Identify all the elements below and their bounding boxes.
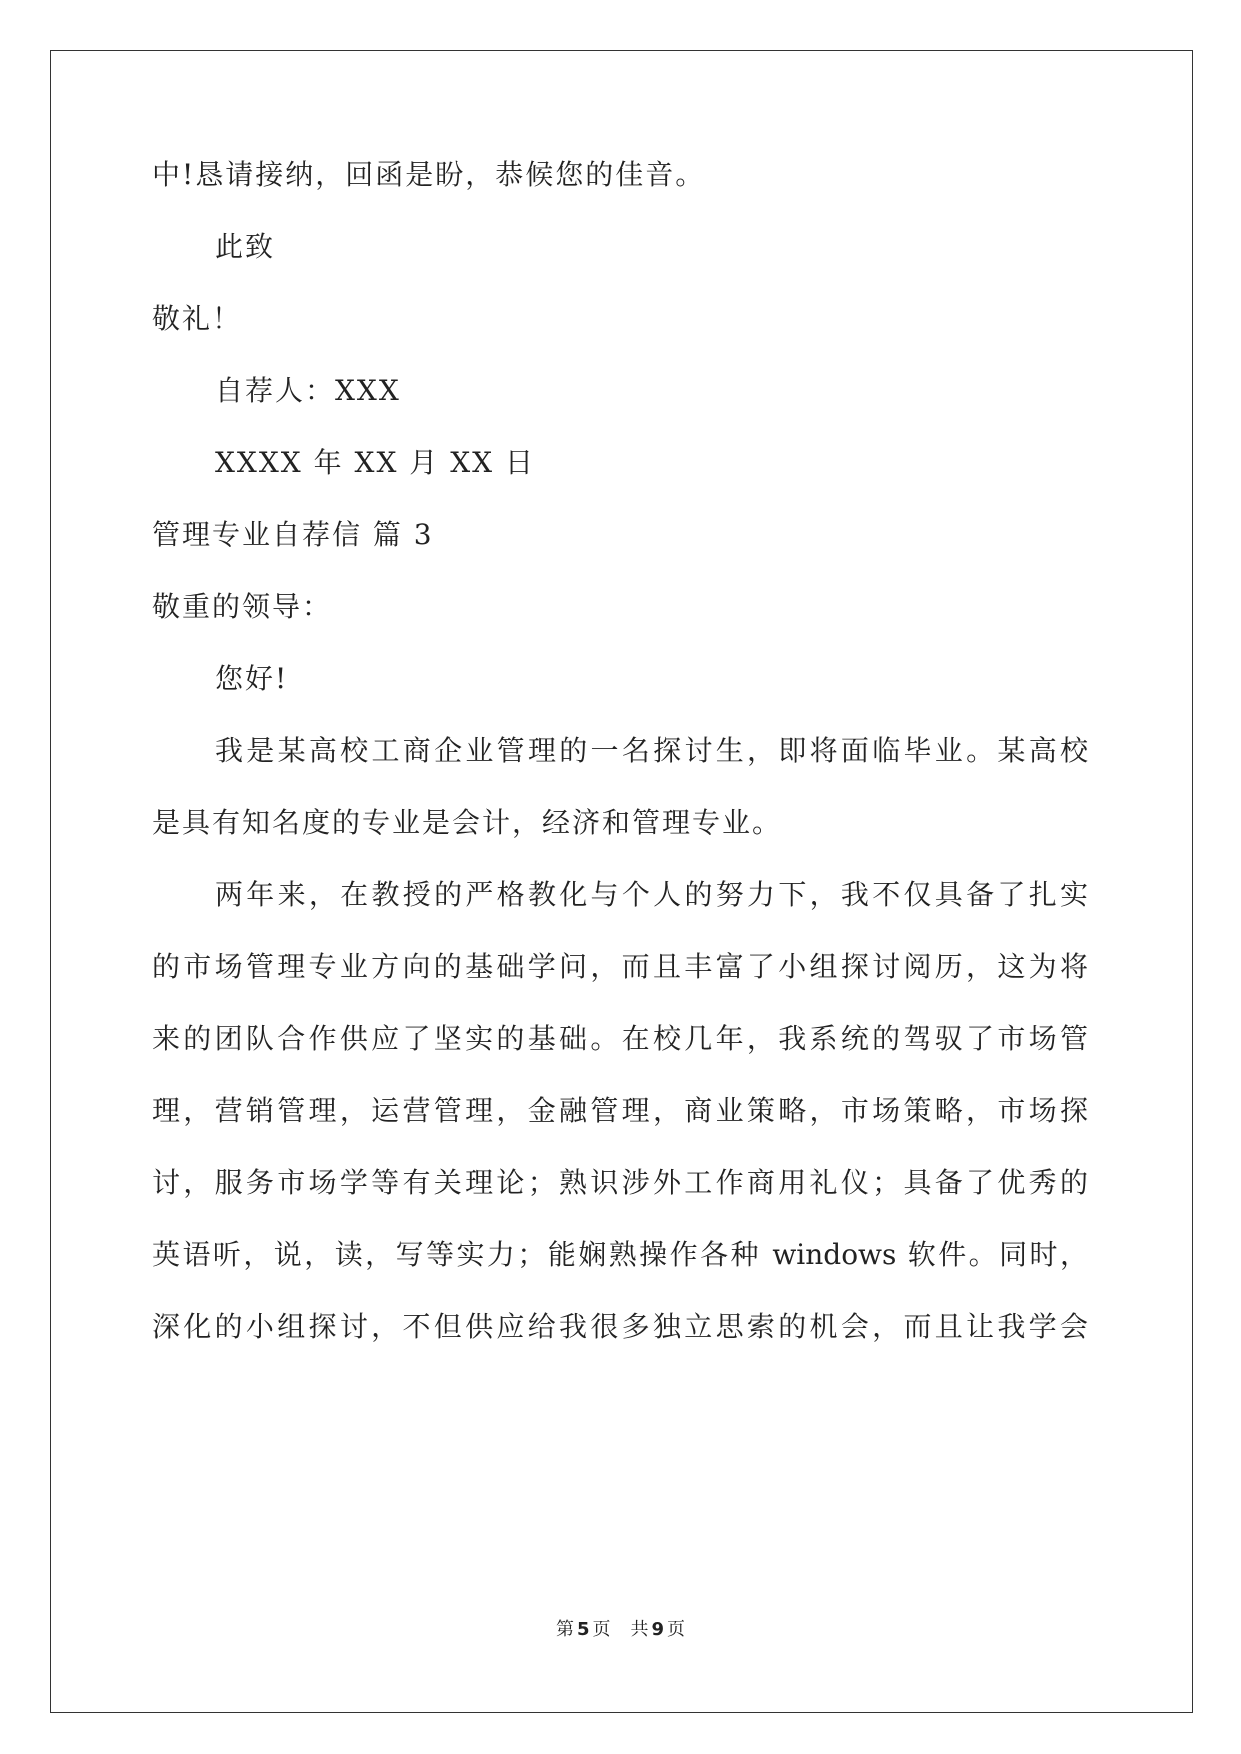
paragraph-line: 我是某高校工商企业管理的一名探讨生，即将面临毕业。某高校	[215, 734, 1088, 767]
paragraph-line: 两年来，在教授的严格教化与个人的努力下，我不仅具备了扎实	[215, 878, 1088, 911]
paragraph-line: 讨，服务市场学等有关理论；熟识涉外工作商用礼仪；具备了优秀的	[152, 1166, 1088, 1199]
text-line-date: XXXX 年 XX 月 XX 日	[215, 446, 535, 479]
page-suffix: 页	[592, 1619, 611, 1640]
page-number: 5	[576, 1619, 590, 1640]
text-line-hello: 您好!	[215, 662, 289, 695]
paragraph-line: 深化的小组探讨，不但供应给我很多独立思索的机会，而且让我学会	[152, 1310, 1088, 1343]
paragraph-line: 来的团队合作供应了坚实的基础。在校几年，我系统的驾驭了市场管	[152, 1022, 1088, 1055]
paragraph-line: 理，营销管理，运营管理，金融管理，商业策略，市场策略，市场探	[152, 1094, 1088, 1127]
text-line-closing: 中!恳请接纳，回函是盼，恭候您的佳音。	[152, 158, 706, 191]
page-footer	[0, 1618, 1241, 1642]
total-prefix: 共	[630, 1619, 649, 1640]
text-line-regards: 敬礼！	[152, 302, 243, 335]
text-line-greeting-recipient: 敬重的领导：	[152, 590, 333, 623]
paragraph-line: 是具有知名度的专业是会计，经济和管理专业。	[152, 806, 783, 839]
text-line-signature: 自荐人：XXX	[215, 374, 401, 407]
paragraph-line: 的市场管理专业方向的基础学问，而且丰富了小组探讨阅历，这为将	[152, 950, 1088, 983]
paragraph-line: 英语听，说，读，写等实力；能娴熟操作各种 windows 软件。同时，	[152, 1238, 1088, 1271]
section-heading: 管理专业自荐信 篇 3	[152, 518, 434, 551]
page-prefix: 第	[555, 1619, 574, 1640]
total-pages: 9	[651, 1619, 665, 1640]
text-line-salutation: 此致	[215, 230, 276, 263]
total-suffix: 页	[667, 1619, 686, 1640]
